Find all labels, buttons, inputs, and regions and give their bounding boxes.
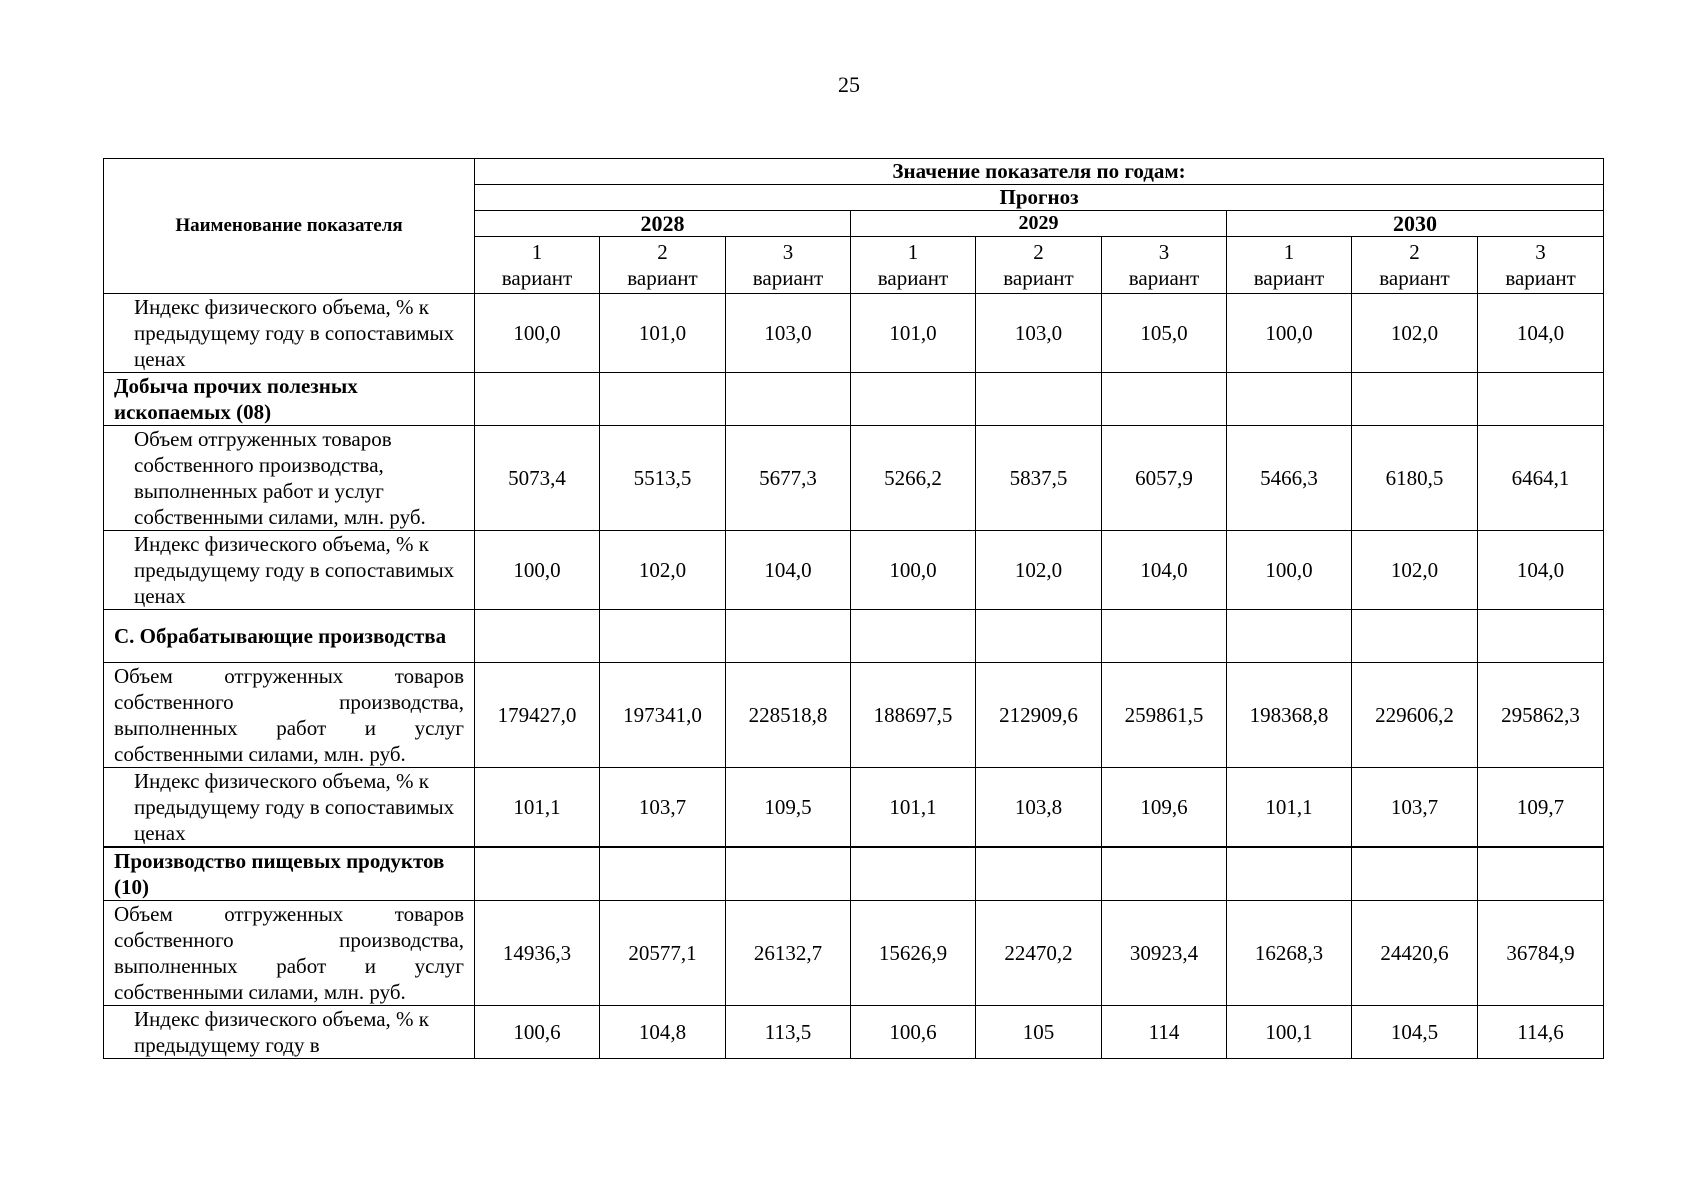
value-cell: 198368,8 xyxy=(1227,663,1352,768)
value-cell: 104,0 xyxy=(1478,294,1604,373)
year-header-2028: 2028 xyxy=(475,211,851,237)
value-cell: 101,1 xyxy=(1227,768,1352,848)
value-cell: 188697,5 xyxy=(851,663,976,768)
row-label: Объем отгруженных товаров собственного производства, выполненных работ и услуг собственными силами, млн. руб. xyxy=(104,663,475,768)
value-cell: 101,0 xyxy=(851,294,976,373)
variant-header: 3 вариант xyxy=(1478,237,1604,294)
table-row xyxy=(104,426,1604,531)
value-cell: 100,6 xyxy=(851,1006,976,1059)
value-cell: 103,0 xyxy=(726,294,851,373)
value-cell: 103,7 xyxy=(600,768,726,848)
section-label: Добыча прочих полезных ископаемых (08) xyxy=(104,373,475,426)
year-header-2029: 2029 xyxy=(851,211,1227,237)
value-cell: 6180,5 xyxy=(1352,426,1478,531)
value-cell: 101,1 xyxy=(475,768,600,848)
value-cell: 5513,5 xyxy=(600,426,726,531)
row-label: Индекс физического объема, % к предыдущему году в xyxy=(104,1006,475,1059)
group-title-header: Значение показателя по годам: xyxy=(475,159,1604,185)
value-cell: 101,0 xyxy=(600,294,726,373)
value-cell: 100,1 xyxy=(1227,1006,1352,1059)
row-label: Объем отгруженных товаров собственного производства, выполненных работ и услуг собственными силами, млн. руб. xyxy=(104,901,475,1006)
value-cell: 109,5 xyxy=(726,768,851,848)
value-cell: 101,1 xyxy=(851,768,976,848)
value-cell: 16268,3 xyxy=(1227,901,1352,1006)
section-row xyxy=(104,610,1604,663)
value-cell: 24420,6 xyxy=(1352,901,1478,1006)
value-cell: 5466,3 xyxy=(1227,426,1352,531)
value-cell: 5837,5 xyxy=(976,426,1102,531)
value-cell: 105 xyxy=(976,1006,1102,1059)
variant-header: 3 вариант xyxy=(726,237,851,294)
value-cell: 100,0 xyxy=(1227,294,1352,373)
value-cell: 5073,4 xyxy=(475,426,600,531)
variant-header: 2 вариант xyxy=(600,237,726,294)
value-cell: 229606,2 xyxy=(1352,663,1478,768)
value-cell: 113,5 xyxy=(726,1006,851,1059)
section-label: Производство пищевых продуктов (10) xyxy=(104,847,475,901)
value-cell: 105,0 xyxy=(1102,294,1227,373)
indicators-table xyxy=(103,158,1604,1059)
value-cell: 100,6 xyxy=(475,1006,600,1059)
value-cell: 14936,3 xyxy=(475,901,600,1006)
value-cell: 6464,1 xyxy=(1478,426,1604,531)
row-label: Индекс физического объема, % к предыдущему году в сопоставимых ценах xyxy=(104,294,475,373)
value-cell: 212909,6 xyxy=(976,663,1102,768)
value-cell: 6057,9 xyxy=(1102,426,1227,531)
row-label: Индекс физического объема, % к предыдущему году в сопоставимых ценах xyxy=(104,531,475,610)
value-cell: 103,8 xyxy=(976,768,1102,848)
value-cell: 259861,5 xyxy=(1102,663,1227,768)
value-cell: 26132,7 xyxy=(726,901,851,1006)
table-row xyxy=(104,531,1604,610)
variant-header: 1 вариант xyxy=(851,237,976,294)
table-row xyxy=(104,768,1604,848)
variant-header: 2 вариант xyxy=(1352,237,1478,294)
value-cell: 20577,1 xyxy=(600,901,726,1006)
value-cell: 103,0 xyxy=(976,294,1102,373)
value-cell: 109,7 xyxy=(1478,768,1604,848)
value-cell: 197341,0 xyxy=(600,663,726,768)
value-cell: 100,0 xyxy=(475,294,600,373)
value-cell: 102,0 xyxy=(1352,294,1478,373)
variant-header: 2 вариант xyxy=(976,237,1102,294)
value-cell: 104,8 xyxy=(600,1006,726,1059)
table-row xyxy=(104,1006,1604,1059)
variant-header: 3 вариант xyxy=(1102,237,1227,294)
table-row xyxy=(104,663,1604,768)
value-cell: 5677,3 xyxy=(726,426,851,531)
variant-header: 1 вариант xyxy=(475,237,600,294)
value-cell: 114,6 xyxy=(1478,1006,1604,1059)
value-cell: 114 xyxy=(1102,1006,1227,1059)
section-row xyxy=(104,847,1604,901)
value-cell: 104,5 xyxy=(1352,1006,1478,1059)
year-header-2030: 2030 xyxy=(1227,211,1604,237)
indicator-name-header: Наименование показателя xyxy=(104,159,475,294)
value-cell: 102,0 xyxy=(1352,531,1478,610)
value-cell: 104,0 xyxy=(1478,531,1604,610)
value-cell: 295862,3 xyxy=(1478,663,1604,768)
value-cell: 228518,8 xyxy=(726,663,851,768)
table-row xyxy=(104,901,1604,1006)
value-cell: 15626,9 xyxy=(851,901,976,1006)
variant-header: 1 вариант xyxy=(1227,237,1352,294)
row-label: Объем отгруженных товаров собственного производства, выполненных работ и услуг собственными силами, млн. руб. xyxy=(104,426,475,531)
row-label: Индекс физического объема, % к предыдущему году в сопоставимых ценах xyxy=(104,768,475,848)
value-cell: 100,0 xyxy=(475,531,600,610)
value-cell: 100,0 xyxy=(851,531,976,610)
value-cell: 5266,2 xyxy=(851,426,976,531)
section-label: С. Обрабатывающие производства xyxy=(104,610,475,663)
value-cell: 102,0 xyxy=(600,531,726,610)
table-row xyxy=(104,294,1604,373)
value-cell: 100,0 xyxy=(1227,531,1352,610)
value-cell: 104,0 xyxy=(1102,531,1227,610)
header-row-group xyxy=(104,159,1604,185)
value-cell: 36784,9 xyxy=(1478,901,1604,1006)
value-cell: 22470,2 xyxy=(976,901,1102,1006)
forecast-header: Прогноз xyxy=(475,185,1604,211)
section-row xyxy=(104,373,1604,426)
page-number: 25 xyxy=(838,72,860,97)
value-cell: 109,6 xyxy=(1102,768,1227,848)
value-cell: 103,7 xyxy=(1352,768,1478,848)
value-cell: 30923,4 xyxy=(1102,901,1227,1006)
value-cell: 104,0 xyxy=(726,531,851,610)
value-cell: 102,0 xyxy=(976,531,1102,610)
value-cell: 179427,0 xyxy=(475,663,600,768)
